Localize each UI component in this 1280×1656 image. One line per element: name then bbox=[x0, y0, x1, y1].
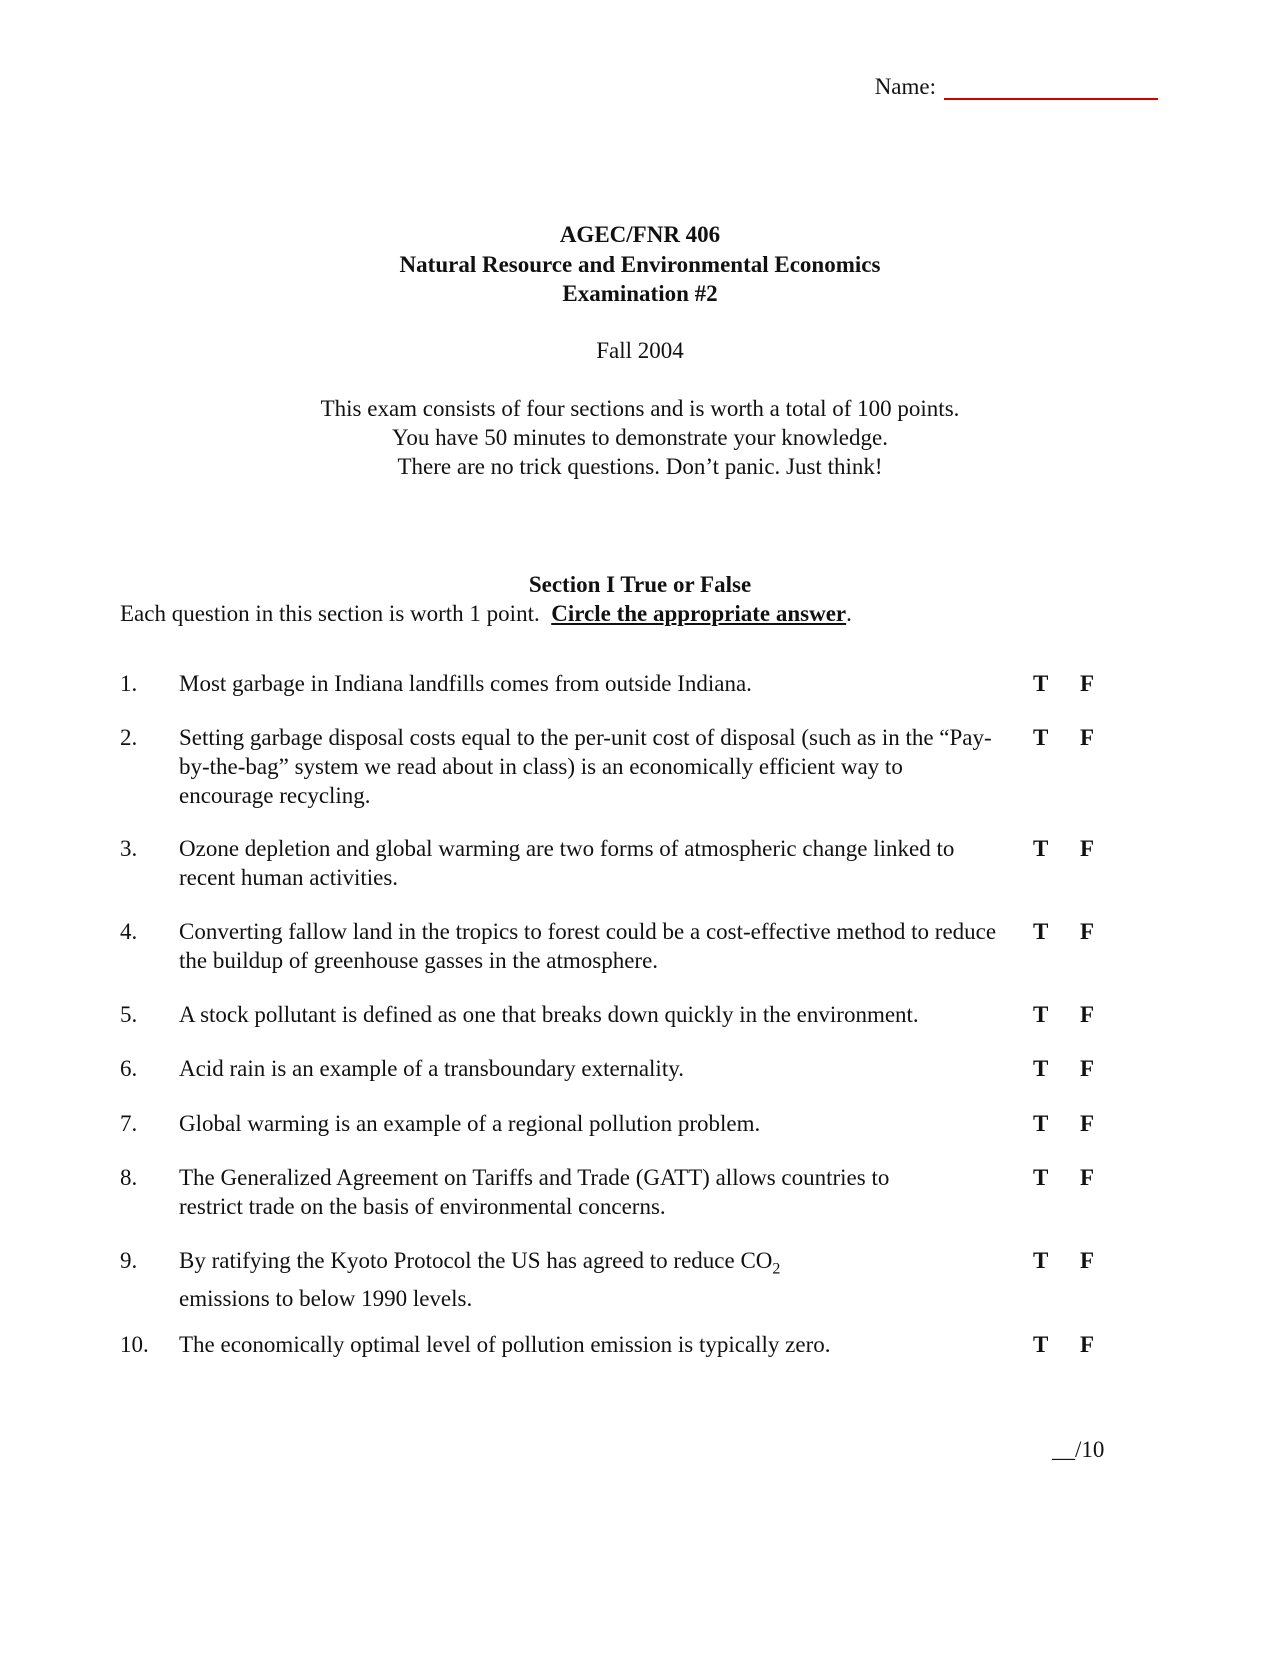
instruction-period: . bbox=[846, 601, 852, 626]
false-option[interactable]: F bbox=[1080, 1056, 1095, 1081]
question-text: Ozone depletion and global warming are two forms of atmospheric change linked to recent human activities. bbox=[179, 836, 955, 890]
question-text: Setting garbage disposal costs equal to the per-unit cost of disposal (such as in the “Pay-by-the-bag” system we read about in class) is an economically efficient way to encourage recycling. bbox=[179, 725, 992, 808]
subscript: 2 bbox=[772, 1260, 781, 1278]
true-option[interactable]: T bbox=[1033, 1056, 1049, 1081]
instruction-text: Each question in this section is worth 1 point. bbox=[120, 601, 540, 626]
false-option[interactable]: F bbox=[1080, 919, 1095, 944]
section-score: __/10 bbox=[1052, 1437, 1105, 1462]
question-text: Global warming is an example of a regional pollution problem. bbox=[179, 1111, 761, 1136]
question-number: 10. bbox=[120, 1332, 149, 1357]
false-option[interactable]: F bbox=[1080, 1332, 1095, 1357]
true-option[interactable]: T bbox=[1033, 671, 1049, 696]
exam-title-block bbox=[0, 220, 1280, 309]
course-name: Natural Resource and Environmental Economics bbox=[399, 251, 881, 277]
section-heading: Section I True or False bbox=[528, 572, 752, 597]
question-number: 8. bbox=[120, 1165, 138, 1190]
section-instruction bbox=[120, 601, 852, 627]
false-option[interactable]: F bbox=[1080, 671, 1095, 696]
question-number: 3. bbox=[120, 836, 138, 861]
name-field[interactable] bbox=[875, 74, 1158, 100]
true-option[interactable]: T bbox=[1033, 725, 1049, 750]
question-number: 5. bbox=[120, 1002, 138, 1027]
question-number: 6. bbox=[120, 1056, 138, 1081]
false-option[interactable]: F bbox=[1080, 1165, 1095, 1190]
question-text: Most garbage in Indiana landfills comes from outside Indiana. bbox=[179, 671, 752, 696]
exam-term: Fall 2004 bbox=[596, 338, 684, 363]
intro-line: This exam consists of four sections and is worth a total of 100 points. bbox=[320, 396, 960, 421]
question-text: The Generalized Agreement on Tariffs and Trade (GATT) allows countries to restrict trade on the basis of environmental concerns. bbox=[179, 1165, 890, 1219]
intro-line: You have 50 minutes to demonstrate your knowledge. bbox=[392, 425, 888, 450]
question-number: 4. bbox=[120, 919, 138, 944]
exam-intro bbox=[0, 394, 1280, 481]
question-text: The economically optimal level of pollution emission is typically zero. bbox=[179, 1332, 831, 1357]
false-option[interactable]: F bbox=[1080, 1111, 1095, 1136]
name-label: Name: bbox=[874, 74, 936, 99]
true-option[interactable]: T bbox=[1033, 1111, 1049, 1136]
name-blank[interactable] bbox=[944, 76, 1158, 100]
question-number: 7. bbox=[120, 1111, 138, 1136]
question-text: Acid rain is an example of a transboundary externality. bbox=[179, 1056, 684, 1081]
exam-number: Examination #2 bbox=[562, 281, 718, 306]
question-number: 9. bbox=[120, 1248, 138, 1273]
false-option[interactable]: F bbox=[1080, 1002, 1095, 1027]
intro-line: There are no trick questions. Don’t panic. Just think! bbox=[397, 454, 883, 479]
true-option[interactable]: T bbox=[1033, 836, 1049, 861]
question-number: 1. bbox=[120, 671, 138, 696]
question-text: A stock pollutant is defined as one that breaks down quickly in the environment. bbox=[179, 1002, 919, 1027]
question-text: Converting fallow land in the tropics to forest could be a cost-effective method to reduce the buildup of greenhouse gasses in the atmosphere. bbox=[179, 919, 997, 973]
false-option[interactable]: F bbox=[1080, 725, 1095, 750]
instruction-emphasis: Circle the appropriate answer bbox=[551, 601, 847, 626]
true-option[interactable]: T bbox=[1033, 1248, 1049, 1273]
true-option[interactable]: T bbox=[1033, 1002, 1049, 1027]
question-number: 2. bbox=[120, 725, 138, 750]
question-text-line: emissions to below 1990 levels. bbox=[179, 1285, 473, 1311]
question-text-line: By ratifying the Kyoto Protocol the US has agreed to reduce CO bbox=[179, 1248, 773, 1273]
true-option[interactable]: T bbox=[1033, 1165, 1049, 1190]
true-option[interactable]: T bbox=[1033, 1332, 1049, 1357]
false-option[interactable]: F bbox=[1080, 836, 1095, 861]
question-text bbox=[179, 1246, 999, 1313]
false-option[interactable]: F bbox=[1080, 1248, 1095, 1273]
true-option[interactable]: T bbox=[1033, 919, 1049, 944]
course-code: AGEC/FNR 406 bbox=[559, 222, 721, 247]
